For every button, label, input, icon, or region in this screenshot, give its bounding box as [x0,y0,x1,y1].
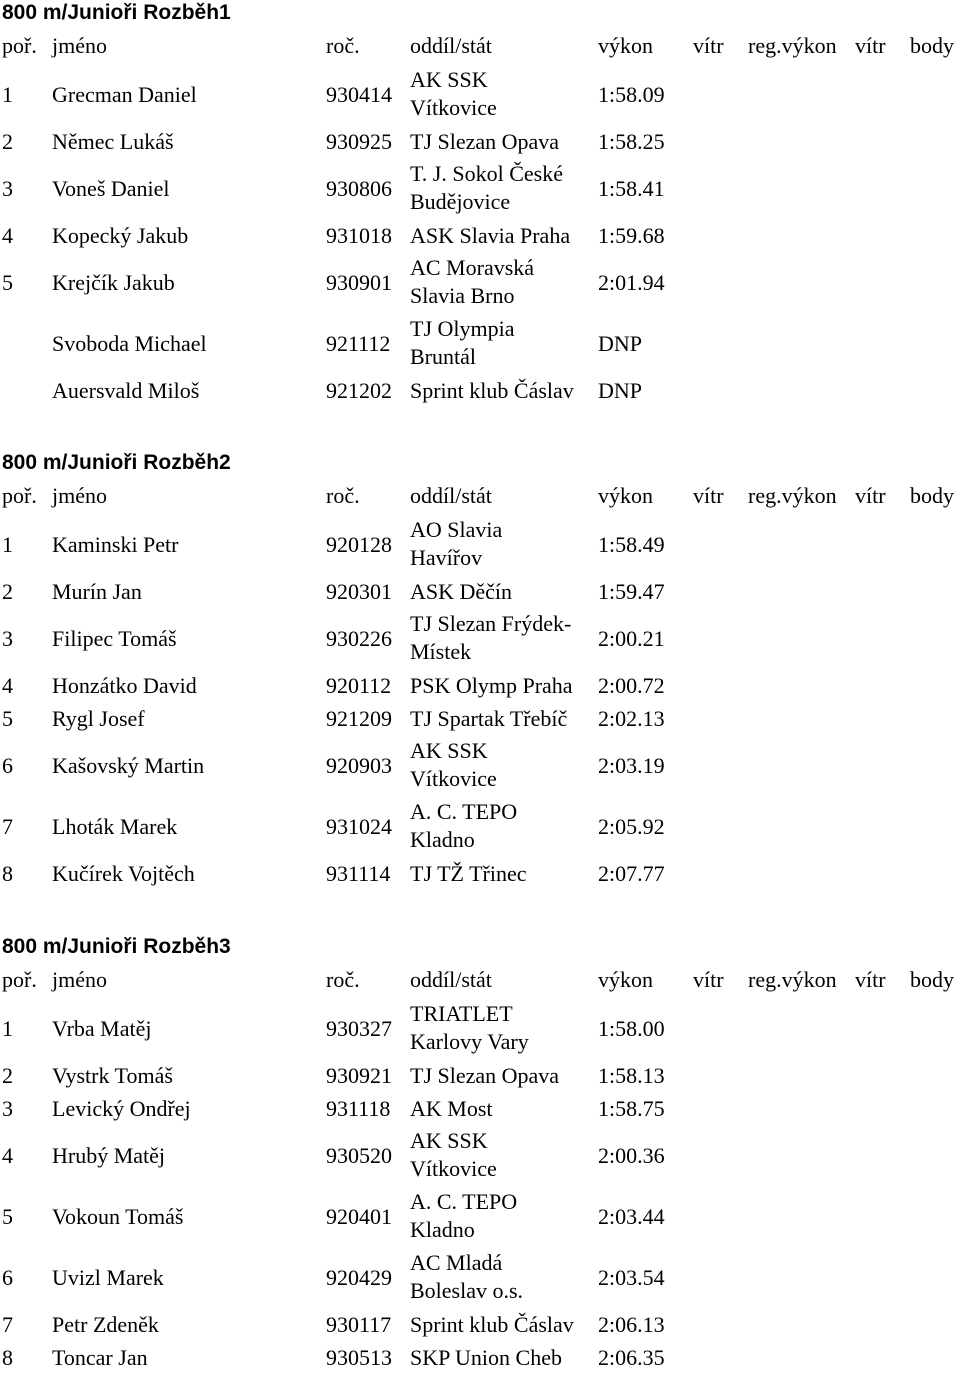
table-row [0,125,960,158]
cell-oddil: SKP Union Cheb [410,1344,562,1370]
table-row [0,252,960,313]
header-vitr2: vítr [855,33,886,58]
cell-jmeno: Auersvald Miloš [52,377,200,403]
table-row [0,219,960,252]
cell-vykon: 1:58.00 [598,1015,665,1041]
cell-roc: 930806 [326,175,392,201]
cell-vykon: 1:59.47 [598,578,665,604]
cell-jmeno: Uvizl Marek [52,1264,164,1290]
cell-vykon: 2:03.44 [598,1203,665,1229]
cell-oddil: TJ Olympia [410,316,515,341]
cell-oddil: Místek [410,639,472,664]
cell-roc: 921202 [326,377,392,403]
cell-oddil: TJ Slezan Opava [410,128,560,154]
cell-roc: 930520 [326,1142,392,1168]
cell-por: 3 [2,625,13,651]
cell-jmeno: Krejčík Jakub [52,269,175,295]
cell-por: 1 [2,531,13,557]
cell-vykon: 2:03.54 [598,1264,665,1290]
cell-oddil: TRIATLET [410,1001,513,1026]
table-row [0,1247,960,1308]
header-vykon: výkon [598,967,653,992]
cell-jmeno: Vystrk Tomáš [52,1062,173,1088]
cell-oddil: Kladno [410,1217,475,1242]
cell-oddil: Vítkovice [410,1156,497,1181]
cell-roc: 920128 [326,531,392,557]
header-por: poř. [2,33,37,58]
cell-oddil: Karlovy Vary [410,1029,529,1054]
cell-roc: 931114 [326,860,391,886]
header-oddil: oddíl/stát [410,483,492,508]
cell-oddil: AK Most [410,1095,493,1121]
header-body: body [910,967,954,992]
header-reg: reg.výkon [748,967,837,992]
cell-por: 8 [2,860,13,886]
cell-jmeno: Vrba Matěj [52,1015,152,1041]
header-jmeno: jméno [52,483,107,508]
cell-jmeno: Toncar Jan [52,1344,148,1370]
cell-vykon: 1:58.25 [598,128,665,154]
cell-roc: 930414 [326,81,392,107]
cell-por: 3 [2,175,13,201]
cell-vykon: 2:00.72 [598,672,665,698]
cell-vykon: 2:03.19 [598,752,665,778]
cell-por: 2 [2,128,13,154]
cell-oddil: T. J. Sokol České [410,161,563,186]
cell-por: 2 [2,578,13,604]
cell-vykon: 2:02.13 [598,705,665,731]
header-vykon: výkon [598,33,653,58]
cell-oddil: A. C. TEPO [410,799,518,824]
cell-jmeno: Lhoták Marek [52,813,178,839]
cell-vykon: 1:58.09 [598,81,665,107]
cell-oddil: AO Slavia [410,517,503,542]
cell-oddil: Boleslav o.s. [410,1278,524,1303]
table-row [0,575,960,608]
table-row [0,608,960,669]
cell-vykon: 2:00.21 [598,625,665,651]
table-row [0,998,960,1059]
cell-vykon: DNP [598,377,643,403]
table-row [0,1125,960,1186]
cell-roc: 930513 [326,1344,392,1370]
table-header [0,32,960,60]
cell-roc: 931018 [326,222,392,248]
cell-jmeno: Levický Ondřej [52,1095,191,1121]
header-roc: roč. [326,33,360,58]
cell-roc: 930921 [326,1062,392,1088]
cell-oddil: TJ Slezan Frýdek- [410,611,572,636]
cell-vykon: 2:06.13 [598,1311,665,1337]
cell-jmeno: Svoboda Michael [52,330,207,356]
header-vitr: vítr [693,33,724,58]
cell-oddil: Sprint klub Čáslav [410,377,574,403]
header-por: poř. [2,967,37,992]
cell-vykon: 2:01.94 [598,269,665,295]
table-row [0,374,960,407]
cell-jmeno: Kaminski Petr [52,531,179,557]
cell-roc: 921112 [326,330,391,356]
cell-por: 5 [2,705,13,731]
header-oddil: oddíl/stát [410,967,492,992]
header-body: body [910,483,954,508]
cell-por: 6 [2,1264,13,1290]
cell-oddil: A. C. TEPO [410,1189,518,1214]
table-row [0,64,960,125]
header-roc: roč. [326,967,360,992]
header-reg: reg.výkon [748,33,837,58]
cell-jmeno: Kopecký Jakub [52,222,189,248]
cell-por: 3 [2,1095,13,1121]
cell-por: 4 [2,672,13,698]
cell-roc: 920301 [326,578,392,604]
table-row [0,313,960,374]
cell-jmeno: Petr Zdeněk [52,1311,159,1337]
cell-jmeno: Němec Lukáš [52,128,174,154]
table-row [0,514,960,575]
cell-roc: 920401 [326,1203,392,1229]
cell-por: 5 [2,1203,13,1229]
cell-vykon: 2:00.36 [598,1142,665,1168]
cell-oddil: Slavia Brno [410,283,515,308]
cell-vykon: 1:58.75 [598,1095,665,1121]
cell-jmeno: Kašovský Martin [52,752,205,778]
cell-oddil: AC Moravská [410,255,535,280]
cell-jmeno: Murín Jan [52,578,142,604]
cell-jmeno: Filipec Tomáš [52,625,177,651]
heat-title: 800 m/Junioři Rozběh2 [2,451,231,474]
cell-vykon: 2:07.77 [598,860,665,886]
table-row [0,1341,960,1374]
header-vykon: výkon [598,483,653,508]
table-row [0,669,960,702]
heat-title: 800 m/Junioři Rozběh1 [2,1,231,24]
cell-jmeno: Rygl Josef [52,705,145,731]
cell-oddil: Vítkovice [410,766,497,791]
cell-oddil: PSK Olymp Praha [410,672,573,698]
heat-title: 800 m/Junioři Rozběh3 [2,935,231,958]
cell-roc: 930117 [326,1311,392,1337]
cell-roc: 920429 [326,1264,392,1290]
cell-vykon: 1:58.41 [598,175,665,201]
cell-por: 1 [2,81,13,107]
cell-jmeno: Honzátko David [52,672,197,698]
cell-roc: 921209 [326,705,392,731]
cell-oddil: Vítkovice [410,95,497,120]
header-por: poř. [2,483,37,508]
cell-por: 4 [2,222,13,248]
table-row [0,857,960,890]
table-row [0,158,960,219]
cell-roc: 930901 [326,269,392,295]
cell-oddil: AC Mladá [410,1250,503,1275]
cell-oddil: AK SSK [410,738,488,763]
cell-jmeno: Kučírek Vojtěch [52,860,195,886]
header-vitr2: vítr [855,967,886,992]
cell-oddil: Sprint klub Čáslav [410,1311,574,1337]
cell-roc: 920112 [326,672,392,698]
cell-oddil: Kladno [410,827,475,852]
table-row [0,796,960,857]
table-row [0,1092,960,1125]
cell-vykon: 1:58.13 [598,1062,665,1088]
cell-por: 1 [2,1015,13,1041]
cell-oddil: Budějovice [410,189,511,214]
cell-por: 2 [2,1062,13,1088]
header-oddil: oddíl/stát [410,33,492,58]
cell-oddil: ASK Slavia Praha [410,222,571,248]
header-vitr2: vítr [855,483,886,508]
cell-roc: 920903 [326,752,392,778]
table-row [0,702,960,735]
cell-jmeno: Voneš Daniel [52,175,170,201]
cell-por: 7 [2,813,13,839]
header-jmeno: jméno [52,967,107,992]
cell-vykon: 2:06.35 [598,1344,665,1370]
cell-oddil: AK SSK [410,67,488,92]
cell-roc: 930925 [326,128,392,154]
cell-por: 7 [2,1311,13,1337]
cell-oddil: AK SSK [410,1128,488,1153]
header-roc: roč. [326,483,360,508]
cell-jmeno: Hrubý Matěj [52,1142,166,1168]
cell-vykon: DNP [598,330,643,356]
cell-roc: 930226 [326,625,392,651]
cell-roc: 931024 [326,813,392,839]
cell-por: 5 [2,269,13,295]
table-row [0,1308,960,1341]
header-body: body [910,33,954,58]
table-row [0,1059,960,1092]
cell-vykon: 1:59.68 [598,222,665,248]
cell-oddil: Bruntál [410,344,476,369]
table-header [0,966,960,994]
header-vitr: vítr [693,967,724,992]
header-reg: reg.výkon [748,483,837,508]
cell-vykon: 1:58.49 [598,531,665,557]
cell-roc: 930327 [326,1015,392,1041]
table-row [0,735,960,796]
header-jmeno: jméno [52,33,107,58]
cell-por: 8 [2,1344,13,1370]
cell-por: 6 [2,752,13,778]
table-header [0,482,960,510]
table-row [0,1186,960,1247]
cell-jmeno: Grecman Daniel [52,81,197,107]
cell-oddil: TJ Slezan Opava [410,1062,560,1088]
cell-oddil: Havířov [410,545,483,570]
cell-oddil: ASK Děčín [410,578,513,604]
cell-vykon: 2:05.92 [598,813,665,839]
cell-por: 4 [2,1142,13,1168]
cell-oddil: TJ Spartak Třebíč [410,705,568,731]
cell-oddil: TJ TŽ Třinec [410,860,527,886]
header-vitr: vítr [693,483,724,508]
cell-jmeno: Vokoun Tomáš [52,1203,184,1229]
cell-roc: 931118 [326,1095,391,1121]
